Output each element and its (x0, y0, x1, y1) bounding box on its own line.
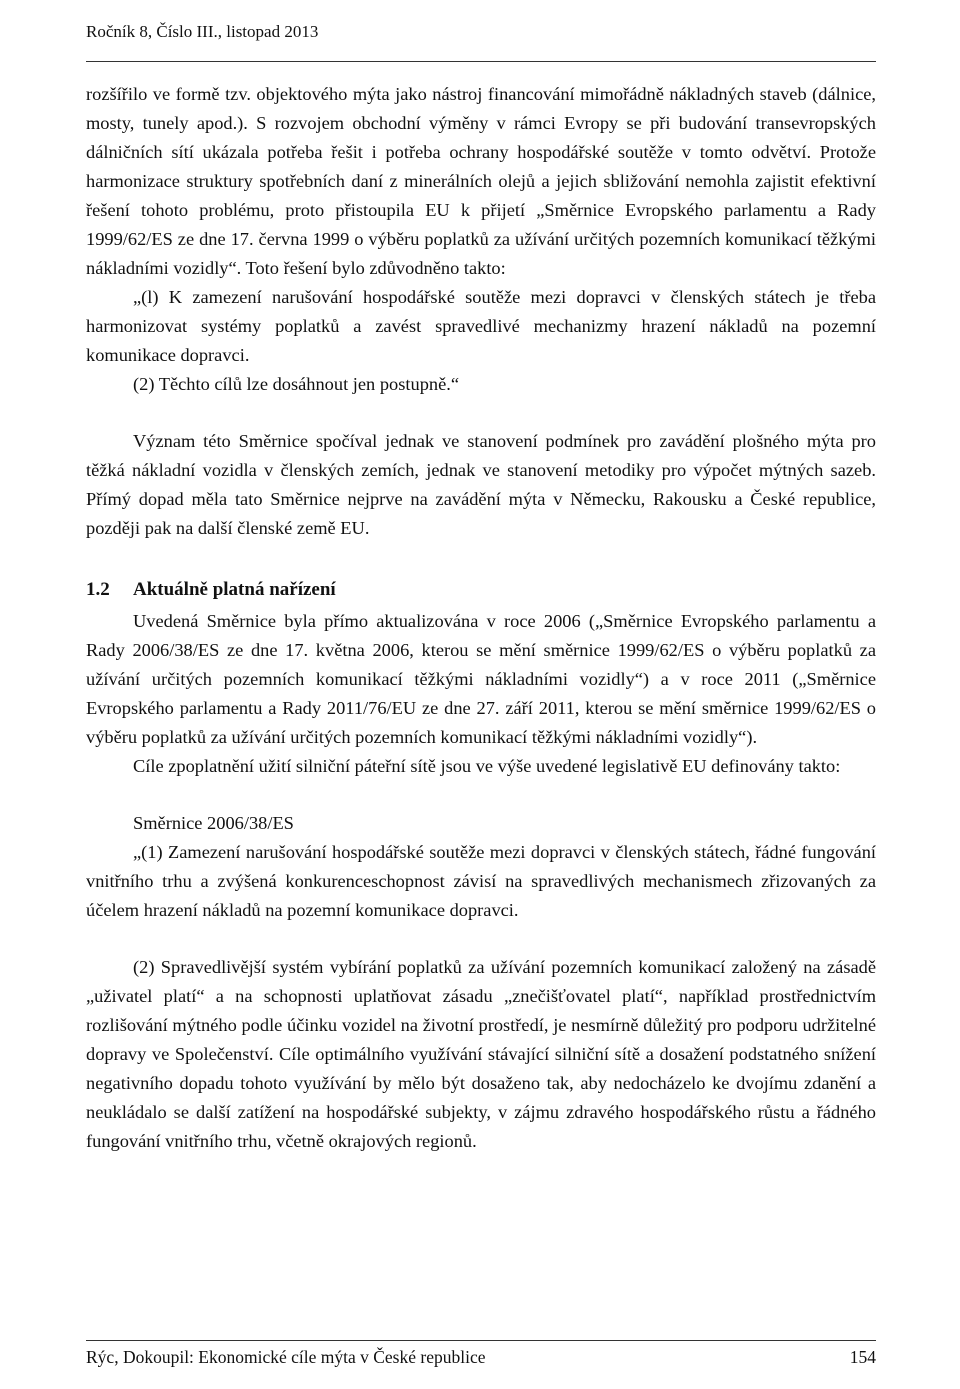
page-number: 154 (849, 1347, 876, 1367)
quote-2: (2) Těchto cílů lze dosáhnout jen postupně.“ (133, 374, 460, 394)
paragraph-significance: Význam této Směrnice spočíval jednak ve stanovení podmínek pro zavádění plošného mýta pro těžká nákladní vozidla v členských zemích, jednak ve stanovení metodiky pro výpočet mýtných sazeb. Přímý dopad měla tato Směrnice nejprve na zavádění mýta v Německu, Rakousku a České republice, později pak na další členské země EU. (86, 431, 876, 538)
running-footer: Rýc, Dokoupil: Ekonomické cíle mýta v České republice (86, 1347, 486, 1367)
page-body (86, 80, 876, 1156)
header-rule (86, 61, 876, 62)
paragraph-intro: rozšířilo ve formě tzv. objektového mýta jako nástroj financování mimořádně nákladných staveb (dálnice, mosty, tunely apod.). S rozvojem obchodní výměny v rámci Evropy se při budování transevropských dálničních sítí ukázala potřeba řešit i potřeba ochrany hospodářské soutěže v tomto odvětví. Protože harmonizace struktury spotřebních daní z minerálních olejů a jejich sbližování nemohla zajistit efektivní řešení tohoto problému, proto přistoupila EU k přijetí „Směrnice Evropského parlamentu a Rady 1999/62/ES ze dne 17. června 1999 o výběru poplatků za užívání určitých pozemních komunikací těžkými nákladními vozidly“. Toto řešení bylo zdůvodněno takto: (86, 84, 876, 278)
spacer (86, 399, 876, 427)
section-heading (86, 573, 876, 607)
section-title: Aktuálně platná nařízení (133, 579, 336, 600)
paragraph-update: Uvedená Směrnice byla přímo aktualizována v roce 2006 („Směrnice Evropského parlamentu a Rady 2006/38/ES ze dne 17. května 2006, kterou se mění směrnice 1999/62/ES o výběru poplatků za užívání určitých pozemních komunikací těžkými nákladními vozidly“) a v roce 2011 („Směrnice Evropského parlamentu a Rady 2011/76/EU ze dne 27. září 2011, kterou se mění směrnice 1999/62/ES o výběru poplatků za užívání určitých pozemních komunikací těžkými nákladními vozidly“). (86, 611, 876, 747)
running-header: Ročník 8, Číslo III., listopad 2013 (86, 22, 319, 41)
spacer (86, 781, 876, 809)
quote-4: (2) Spravedlivější systém vybírání poplatků za užívání pozemních komunikací založený na zásadě „uživatel platí“ a na schopnosti uplatňovat zásadu „znečišťovatel platí“, například prostřednictvím rozlišování mýtného podle účinku vozidel na životní prostředí, je nesmírně důležitý pro podporu udržitelné dopravy ve Společenství. Cíle optimálního využívání stávající silniční sítě a dosažení podstatného snížení negativního dopadu tohoto využívání by mělo být dosaženo tak, aby nedocházelo ke dvojímu zdanění a neukládalo se další zatížení na hospodářské subjekty, v zájmu zdravého hospodářského růstu a řádného fungování vnitřního trhu, včetně okrajových regionů. (86, 957, 876, 1151)
paragraph-goals: Cíle zpoplatnění užití silniční páteřní sítě jsou ve výše uvedené legislativě EU definovány takto: (133, 756, 841, 776)
footer-rule (86, 1340, 876, 1341)
section-number: 1.2 (86, 579, 110, 600)
spacer (86, 925, 876, 953)
quote-3: „(1) Zamezení narušování hospodářské soutěže mezi dopravci v členských státech, řádné fungování vnitřního trhu a zvýšená konkurenceschopnost závisí na spravedlivých mechanismech zřizovaných za účelem hrazení nákladů na pozemní komunikace dopravci. (86, 842, 876, 920)
spacer (86, 543, 876, 573)
subheading-directive: Směrnice 2006/38/ES (133, 813, 294, 833)
quote-1: „(l) K zamezení narušování hospodářské soutěže mezi dopravci v členských státech je třeba harmonizovat systémy poplatků a zavést spravedlivé mechanizmy hrazení nákladů na pozemní komunikace dopravci. (86, 287, 876, 365)
